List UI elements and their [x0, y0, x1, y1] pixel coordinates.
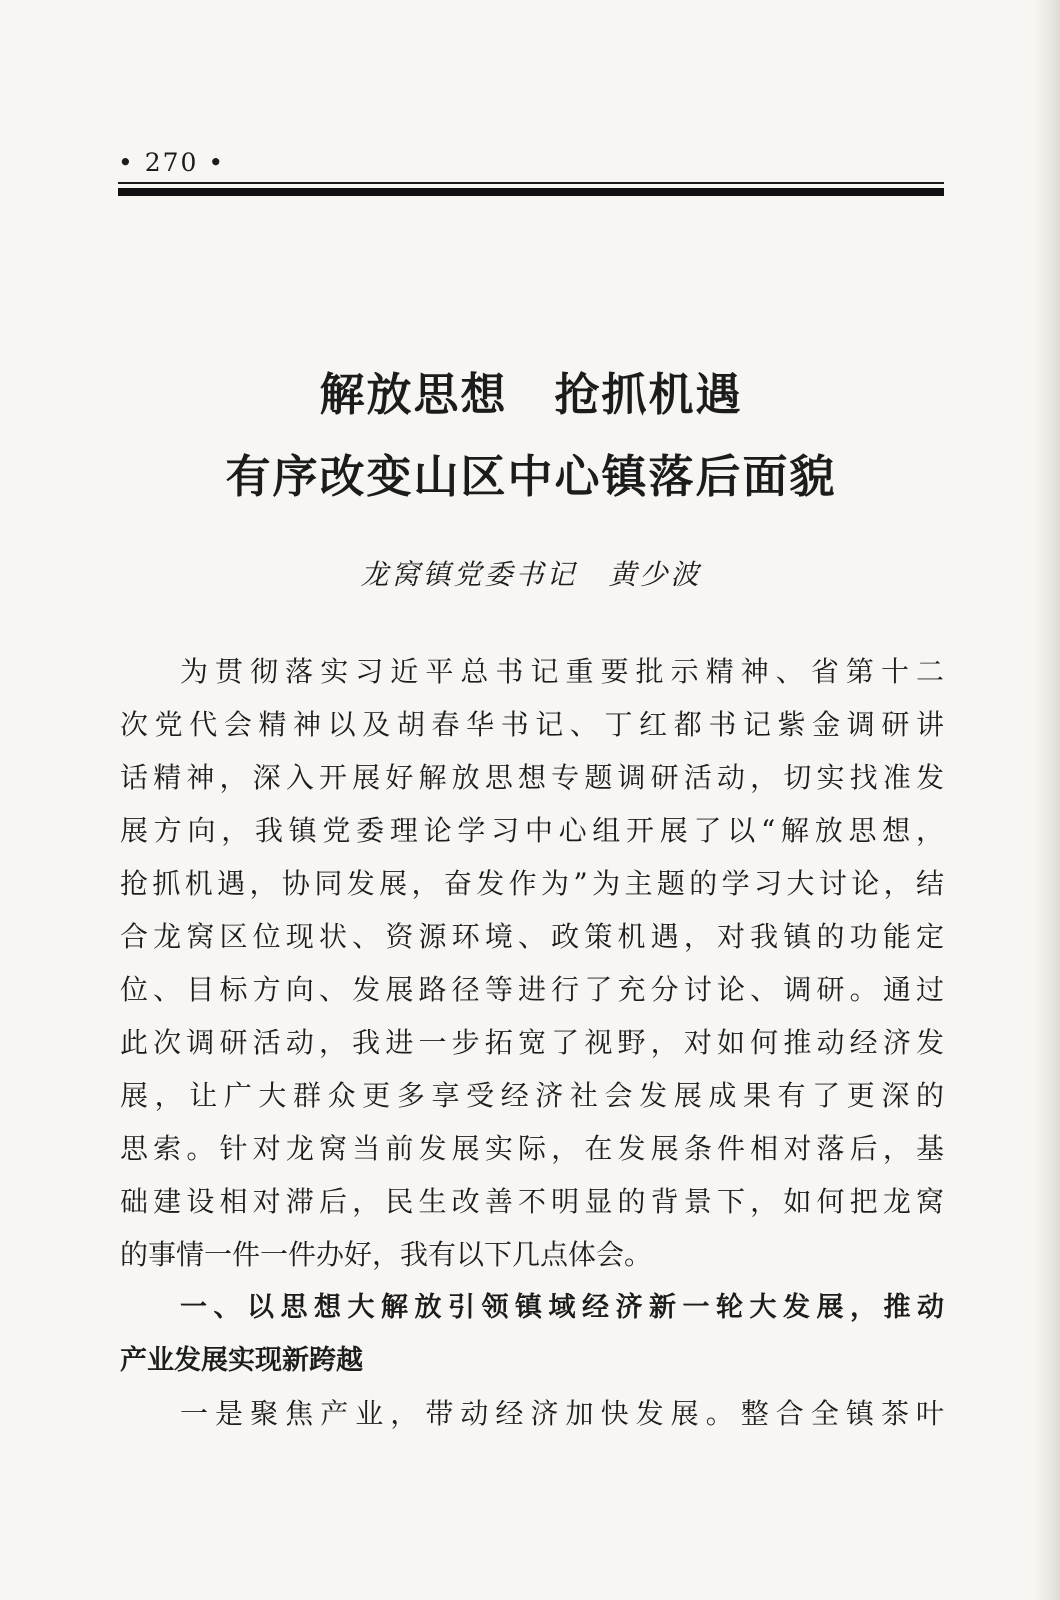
text-line: 一是聚焦产业，带动经济加快发展。整合全镇茶叶 — [180, 1397, 944, 1430]
text-line: 础建设相对滞后，民生改善不明显的背景下，如何把龙窝 — [120, 1185, 944, 1218]
text-line: 的事情一件一件办好，我有以下几点体会。 — [120, 1238, 653, 1271]
title-line-2: 有序改变山区中心镇落后面貌 — [225, 450, 837, 503]
text-line: 展方向，我镇党委理论学习中心组开展了以“解放思想， — [120, 814, 944, 847]
text-line: 抢抓机遇，协同发展，奋发作为”为主题的学习大讨论，结 — [120, 867, 944, 900]
section-heading-line: 产业发展实现新跨越 — [120, 1345, 363, 1376]
header-rule-thin — [118, 182, 944, 184]
page-edge-shadow — [1034, 0, 1060, 1600]
text-line: 此次调研活动，我进一步拓宽了视野，对如何推动经济发 — [120, 1026, 944, 1059]
text-line: 话精神，深入开展好解放思想专题调研活动，切实找准发 — [120, 761, 944, 794]
text-line: 合龙窝区位现状、资源环境、政策机遇，对我镇的功能定 — [120, 920, 944, 953]
text-line: 思索。针对龙窝当前发展实际，在发展条件相对落后，基 — [120, 1132, 944, 1165]
text-line: 展，让广大群众更多享受经济社会发展成果有了更深的 — [120, 1079, 944, 1112]
page-number: • 270 • — [118, 148, 226, 177]
text-line: 位、目标方向、发展路径等进行了充分讨论、调研。通过 — [120, 973, 944, 1006]
section-heading-line: 一、以思想大解放引领镇域经济新一轮大发展，推动 — [180, 1292, 944, 1323]
title-line-1: 解放思想 抢抓机遇 — [319, 368, 743, 421]
header-rule-thick — [118, 188, 944, 196]
text-line: 次党代会精神以及胡春华书记、丁红都书记紫金调研讲 — [120, 708, 944, 741]
text-line: 为贯彻落实习近平总书记重要批示精神、省第十二 — [180, 655, 944, 688]
article-body — [120, 645, 944, 1440]
author-byline: 龙窝镇党委书记 黄少波 — [360, 558, 702, 591]
